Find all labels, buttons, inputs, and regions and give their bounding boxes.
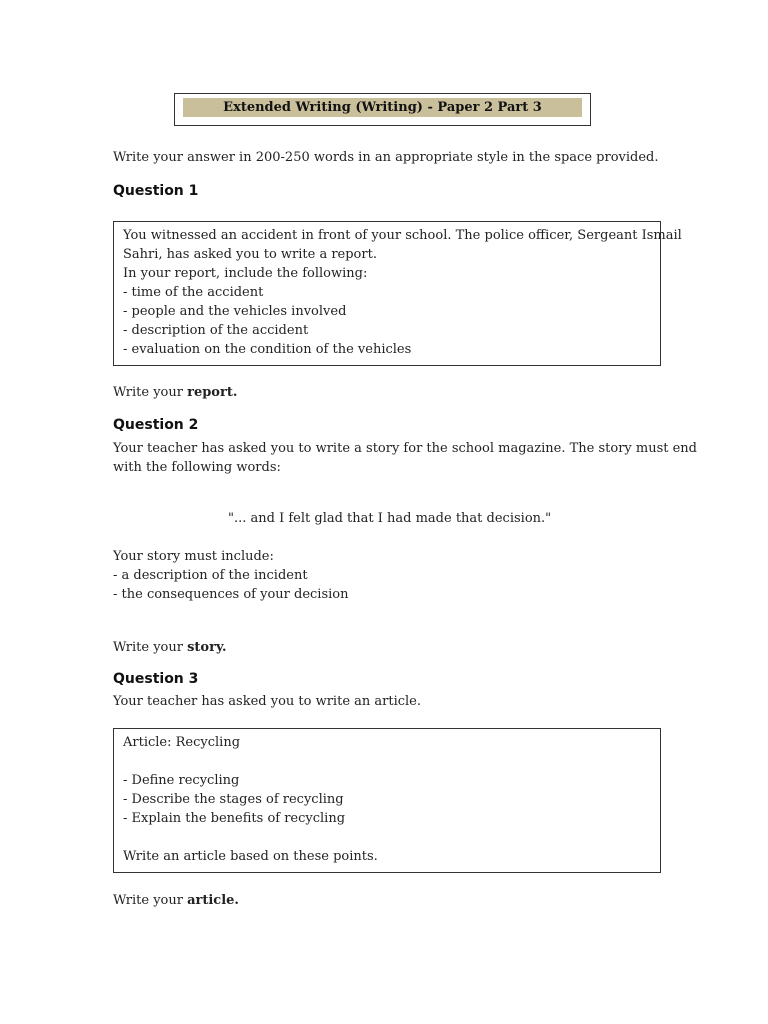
title-box bbox=[174, 93, 591, 126]
question-2-quote: "... and I felt glad that I had made that decision." bbox=[228, 511, 552, 526]
question-1-heading: Question 1 bbox=[113, 183, 199, 199]
prompt-line: - Define recycling bbox=[123, 773, 240, 788]
prompt-line: - people and the vehicles involved bbox=[123, 304, 347, 319]
question-2-intro-line: with the following words: bbox=[113, 460, 281, 475]
question-3-task bbox=[113, 891, 239, 910]
prompt-line: - evaluation on the condition of the vehicles bbox=[123, 342, 412, 357]
task-prefix: Write your bbox=[113, 640, 188, 655]
task-keyword: report. bbox=[187, 385, 238, 400]
question-3-intro: Your teacher has asked you to write an article. bbox=[113, 694, 422, 709]
task-prefix: Write your bbox=[113, 893, 188, 908]
instructions-text: Write your answer in 200-250 words in an appropriate style in the space provided. bbox=[113, 150, 659, 165]
prompt-line: - Describe the stages of recycling bbox=[123, 792, 344, 807]
question-3-heading: Question 3 bbox=[113, 671, 199, 687]
prompt-line: You witnessed an accident in front of your school. The police officer, Sergeant Ismail bbox=[123, 228, 682, 243]
prompt-line bbox=[123, 752, 651, 771]
prompt-line: - Explain the benefits of recycling bbox=[123, 811, 346, 826]
prompt-line: Sahri, has asked you to write a report. bbox=[123, 247, 377, 262]
question-2-include-line: - a description of the incident bbox=[113, 568, 308, 583]
task-keyword: story. bbox=[187, 640, 227, 655]
task-keyword: article. bbox=[187, 893, 239, 908]
question-2-include-line: - the consequences of your decision bbox=[113, 587, 349, 602]
prompt-line: - description of the accident bbox=[123, 323, 309, 338]
prompt-line: - time of the accident bbox=[123, 285, 264, 300]
prompt-line bbox=[123, 828, 651, 847]
question-1-prompt-box bbox=[113, 221, 682, 366]
question-2-task bbox=[113, 638, 227, 657]
task-prefix: Write your bbox=[113, 385, 188, 400]
prompt-line: Write an article based on these points. bbox=[123, 849, 378, 864]
question-2-include-line: Your story must include: bbox=[113, 549, 274, 564]
question-2-intro-line: Your teacher has asked you to write a story for the school magazine. The story must end bbox=[113, 441, 697, 456]
page-title: Extended Writing (Writing) - Paper 2 Part 3 bbox=[183, 98, 582, 117]
question-3-prompt-box bbox=[113, 728, 661, 873]
prompt-line: Article: Recycling bbox=[123, 735, 241, 750]
prompt-line: In your report, include the following: bbox=[123, 266, 368, 281]
question-1-task bbox=[113, 383, 237, 402]
question-2-heading: Question 2 bbox=[113, 417, 199, 433]
